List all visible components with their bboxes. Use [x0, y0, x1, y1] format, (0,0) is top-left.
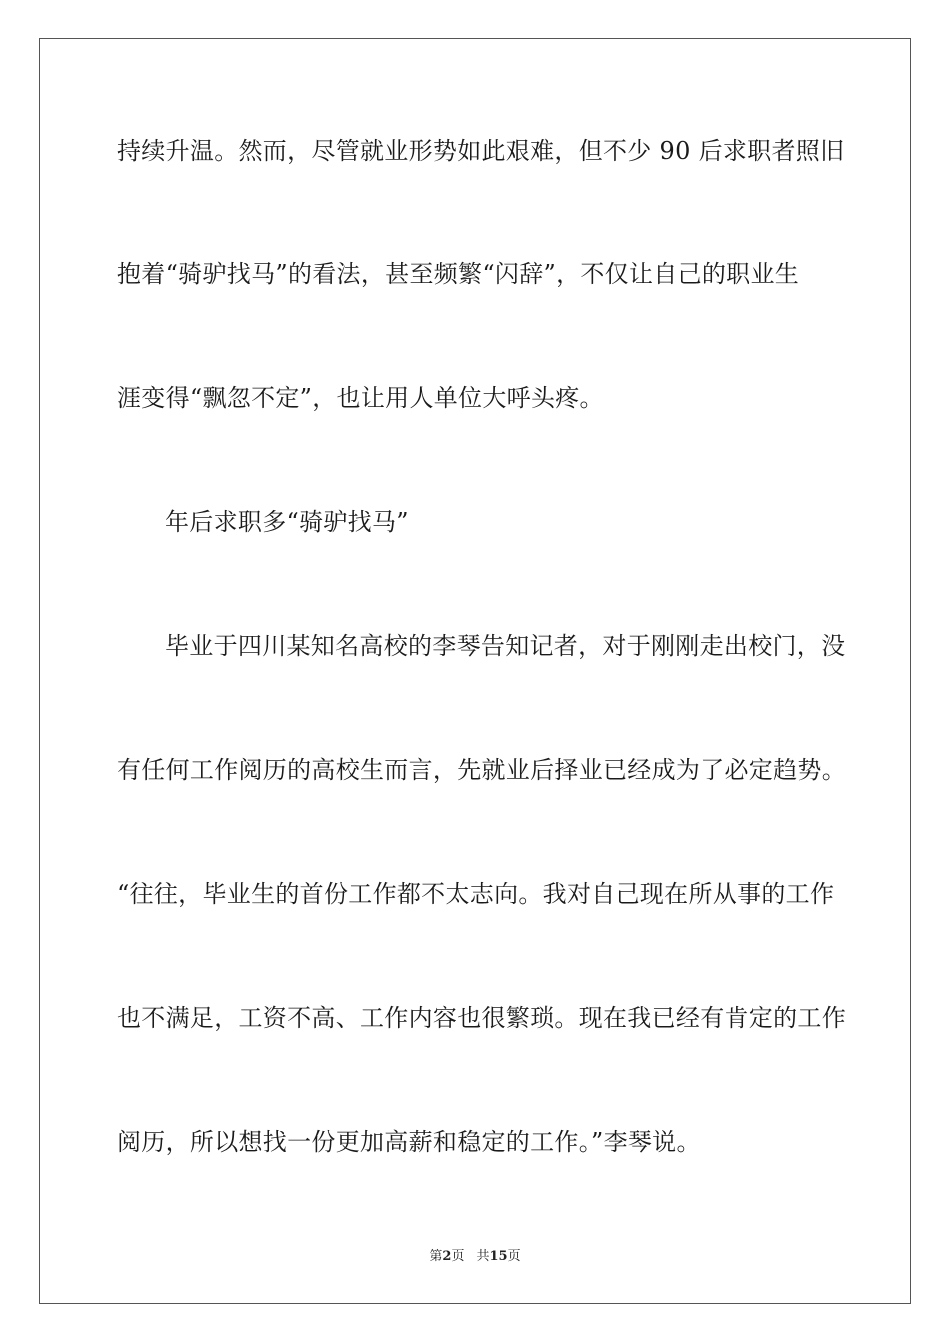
page-number-suffix: 页 — [451, 1249, 465, 1264]
body-text-line: 阅历，所以想找一份更加高薪和稳定的工作。”李琴说。 — [117, 1128, 701, 1156]
page-number-prefix: 第 — [429, 1249, 443, 1264]
body-text-line: 也不满足，工资不高、工作内容也很繁琐。现在我已经有肯定的工作 — [117, 1004, 846, 1032]
total-pages-prefix: 共 — [476, 1249, 490, 1264]
body-text-line: “往往，毕业生的首份工作都不太志向。我对自己现在所从事的工作 — [117, 880, 835, 908]
page-number: 2 — [442, 1249, 452, 1264]
section-heading: 年后求职多“骑驴找马” — [165, 508, 409, 536]
page-border — [39, 38, 911, 1304]
body-text-line: 抱着“骑驴找马”的看法，甚至频繁“闪辞”，不仅让自己的职业生 — [117, 260, 800, 288]
page-footer — [0, 1248, 950, 1266]
body-text-line: 涯变得“飘忽不定”，也让用人单位大呼头疼。 — [117, 384, 604, 412]
total-pages-suffix: 页 — [507, 1249, 521, 1264]
body-text-line: 毕业于四川某知名高校的李琴告知记者，对于刚刚走出校门，没 — [165, 632, 846, 660]
body-text-line: 持续升温。然而，尽管就业形势如此艰难，但不少 90 后求职者照旧 — [117, 137, 845, 165]
total-pages: 15 — [489, 1249, 508, 1264]
body-text-line: 有任何工作阅历的高校生而言，先就业后择业已经成为了必定趋势。 — [117, 756, 846, 784]
